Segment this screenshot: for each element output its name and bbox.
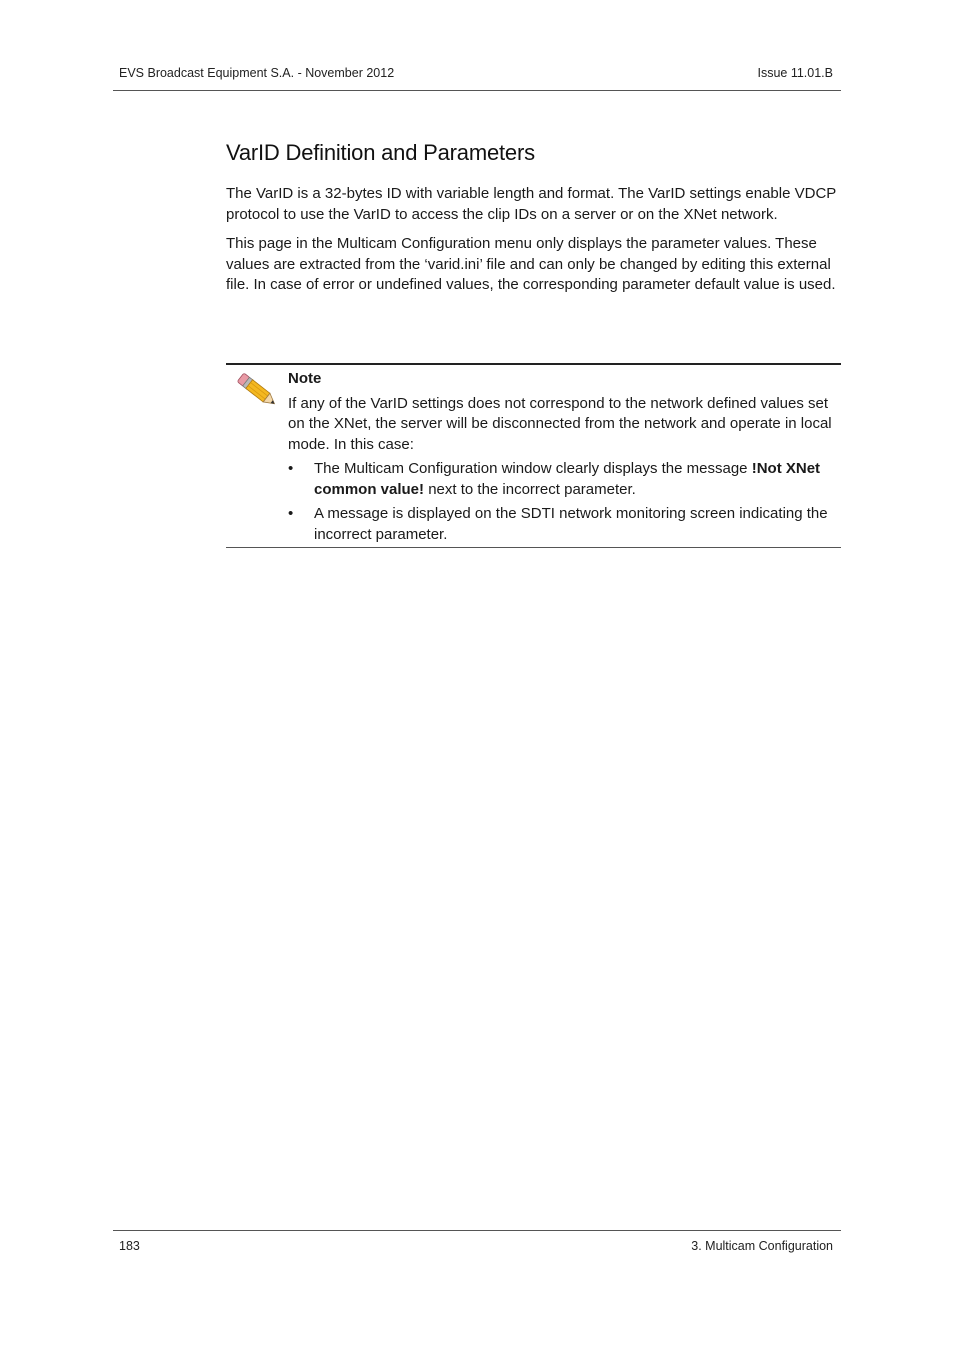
pencil-icon — [232, 367, 280, 413]
bullet-marker: • — [288, 505, 294, 522]
header-publisher: EVS Broadcast Equipment S.A. - November 2012 — [119, 66, 395, 80]
bullet-bold-message: !Not XNet common value! — [314, 460, 821, 498]
paragraph-intro: The VarID is a 32-bytes ID with variable length and format. The VarID settings enable VDCP protocol to use the VarID to access the clip IDs on a server or on the XNet network. — [226, 185, 837, 223]
chapter-name: 3. Multicam Configuration — [691, 1239, 833, 1253]
note-text: If any of the VarID settings does not correspond to the network defined values set on the XNet, the server will be disconnected from the network and operate in local mode. In this case: — [288, 394, 832, 453]
bullet-text: The Multicam Configuration window clearly displays the message — [314, 460, 752, 477]
section-title: VarID Definition and Parameters — [226, 140, 535, 165]
main-content — [226, 140, 841, 305]
note-body — [288, 369, 841, 549]
note-list-item — [288, 459, 841, 500]
note-list-item — [288, 504, 841, 545]
note-box — [226, 363, 841, 548]
note-list — [288, 459, 841, 545]
paragraph-details: This page in the Multicam Configuration menu only displays the parameter values. These values are extracted from the ‘varid.ini’ file and can only be changed by editing this external file. In case of error or undefined values, the corresponding parameter default value is used. — [226, 235, 836, 293]
header-issue: Issue 11.01.B — [757, 66, 833, 80]
page-footer — [113, 1230, 841, 1261]
page-header — [113, 66, 841, 91]
bullet-text: A message is displayed on the SDTI network monitoring screen indicating the incorrect parameter. — [314, 505, 828, 543]
bullet-marker: • — [288, 460, 294, 477]
bullet-text-end: next to the incorrect parameter. — [424, 480, 636, 498]
note-title: Note — [288, 370, 322, 387]
page-number: 183 — [119, 1239, 140, 1253]
